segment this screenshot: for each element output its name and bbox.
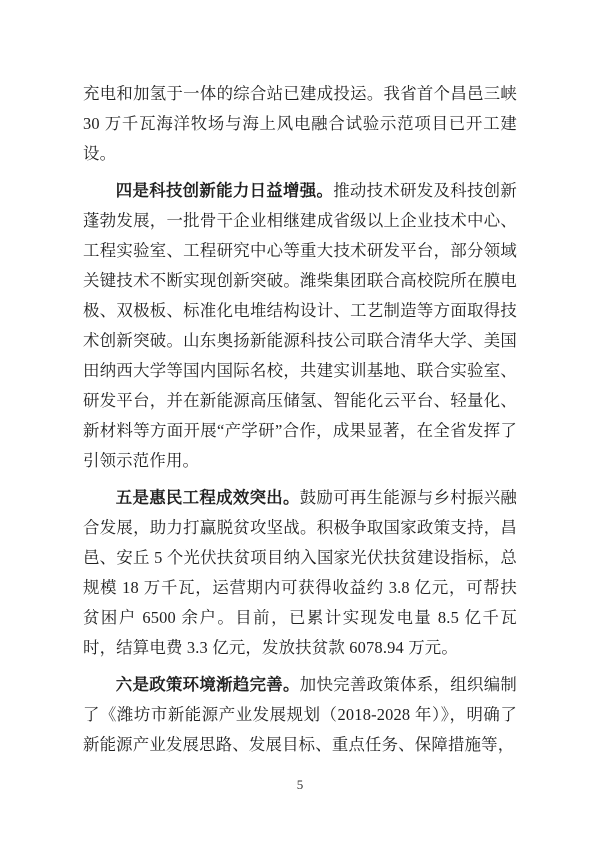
paragraph-lead: 四是科技创新能力日益增强。 [115,181,334,200]
paragraph-lead: 六是政策环境渐趋完善。 [115,675,300,694]
paragraph-text: 加快完善政策体系，组织编制了《潍坊市新能源产业发展规划（2018-2028 年）》，明确了新能源产业发展思路、发展目标、重点任务、保障措施等， [83,675,518,754]
paragraph-continuation [83,79,517,169]
paragraph-text: 推动技术研发及科技创新蓬勃发展，一批骨干企业相继建成省级以上企业技术中心、工程实验室、工程研究中心等重大技术研发平台，部分领域关键技术不断实现创新突破。潍柴集团联合高校院所在膜电极、双极板、标准化电堆结构设计、工艺制造等方面取得技术创新突破。山东奥扬新能源科技公司联合清华大学、美国田纳西大学等国内国际名校，共建实训基地、联合实验室、研发平台，并在新能源高压储氢、智能化云平台、轻量化、新材料等方面开展“产学研”合作，成果显著，在全省发挥了引领示范作用。 [83,181,517,470]
document-body [83,79,517,767]
paragraph-lead: 五是惠民工程成效突出。 [115,488,300,507]
paragraph-text: 充电和加氢于一体的综合站已建成投运。我省首个昌邑三峡 30 万千瓦海洋牧场与海上风电融合试验示范项目已开工建设。 [83,84,517,163]
page-number: 5 [296,777,304,792]
paragraph-item-4 [83,176,517,476]
paragraph-item-6 [83,670,517,760]
paragraph-item-5 [83,483,517,663]
paragraph-text: 鼓励可再生能源与乡村振兴融合发展，助力打赢脱贫攻坚战。积极争取国家政策支持，昌邑、安丘 5 个光伏扶贫项目纳入国家光伏扶贫建设指标，总规模 18 万千瓦，运营期内可获得收益约 3.8 亿元，可帮扶贫困户 6500 余户。目前，已累计实现发电量 8.5 亿千瓦时，结算电费 3.3 亿元，发放扶贫款 6078.94 万元。 [83,488,518,657]
